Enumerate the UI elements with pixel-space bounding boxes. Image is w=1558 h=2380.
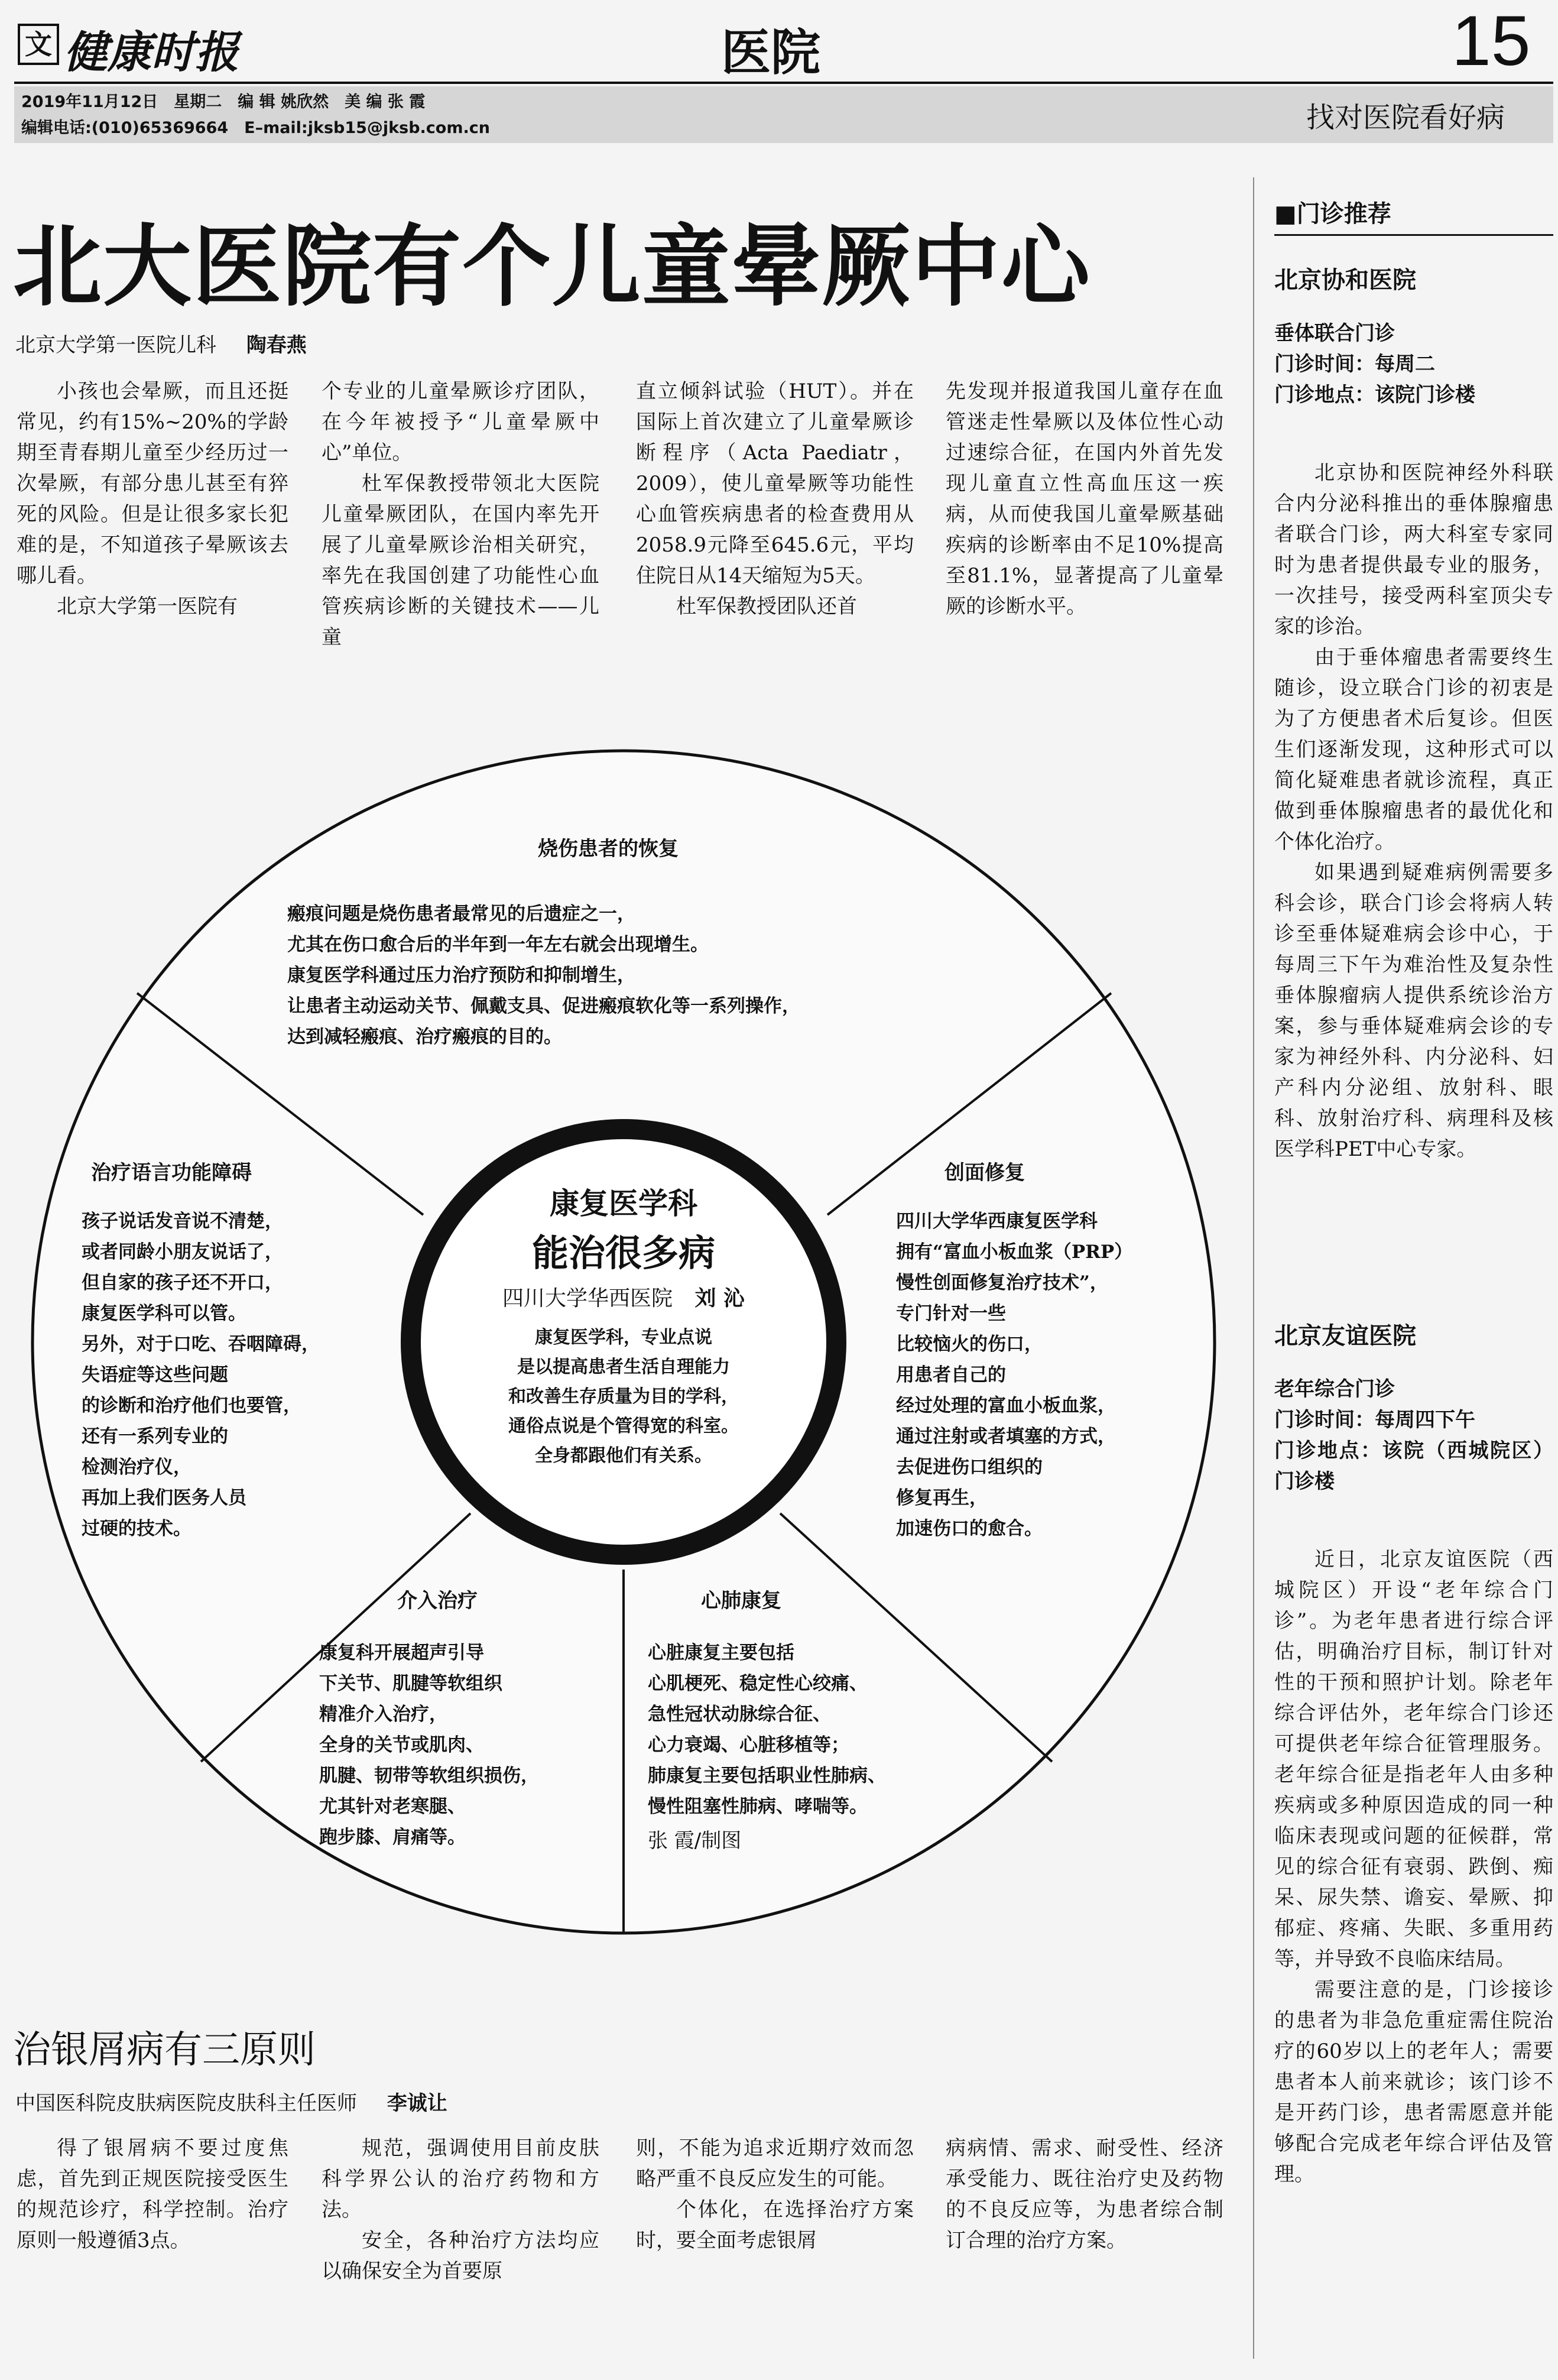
text-line: 是以提高患者生活自理能力 [517,1357,730,1377]
paragraph: 则，不能为追求近期疗效而忽略严重不良反应发生的可能。 [636,2136,914,2191]
speech-text [82,1206,413,1544]
text-line: 让患者主动运动关节、佩戴支具、促进瘢痕软化等一系列操作， [287,996,800,1017]
article1-col2 [322,376,599,653]
cardio-title: 心肺康复 [701,1589,781,1613]
text-line: 但自家的孩子还不开口， [82,1272,283,1293]
text-line: 康复医学科可以管。 [82,1303,246,1324]
intervention-text [319,1638,615,1853]
burn-text [287,899,997,1052]
article1-col3 [636,376,914,622]
sidebar-title-rule [1274,234,1553,236]
text-line: 修复再生， [896,1487,988,1509]
paragraph: 先发现并报道我国儿童存在血管迷走性晕厥以及体位性心动过速综合征，在国内外首先发现儿童直立性高血压这一疾病，从而使我国儿童晕厥基础疾病的诊断率由不足10%提高至81.1%，显著提高了儿童晕厥的诊断水平。 [946,380,1223,618]
paragraph: 病病情、需求、耐受性、经济承受能力、既往治疗史及药物的不良反应等，为患者综合制订合理的治疗方案。 [946,2136,1223,2252]
text-line: 比较恼火的伤口， [896,1334,1043,1355]
paragraph: 规范，强调使用目前皮肤科学界公认的治疗药物和方法。 [322,2136,599,2222]
text-line: 尤其在伤口愈合后的半年到一年左右就会出现增生。 [287,934,709,955]
byline-name: 陶春燕 [246,333,307,357]
paragraph: 需要注意的是，门诊接诊的患者为非急危重症需住院治疗的60岁以上的老年人；需要患者本人前来就诊；该门诊不是开药门诊，患者需愿意并能够配合完成老年综合评估及管理。 [1274,1978,1553,2186]
paragraph: 得了银屑病不要过度焦虑，首先到正规医院接受医生的规范诊疗，科学控制。治疗原则一般遵循3点。 [17,2136,288,2252]
text-line: 急性冠状动脉综合征、 [648,1704,831,1725]
logo: 健康时报 [64,27,239,78]
article1-col1 [17,376,288,622]
text-line: 还有一系列专业的 [82,1426,228,1447]
masthead [0,0,1558,148]
text-line: 用患者自己的 [896,1364,1006,1386]
article2-byline [15,2087,447,2116]
text-line: 通过注射或者填塞的方式， [896,1426,1116,1447]
section-name: 医院 [721,23,821,82]
graphic-credit: 张 霞/制图 [648,1829,742,1853]
article2-col2 [322,2133,599,2287]
text-line: 康复科开展超声引导 [319,1642,484,1664]
text-line: 四川大学华西康复医学科 [896,1211,1098,1232]
hospital1-block [1274,265,1553,1165]
paragraph: 安全，各种治疗方法均应以确保安全为首要原 [322,2229,599,2283]
text-line: 心力衰竭、心脏移植等； [648,1734,849,1756]
article1-headline: 北大医院有个儿童晕厥中心 [13,215,1092,319]
text-line: 肺康复主要包括职业性肺病、 [648,1765,886,1786]
burn-title: 烧伤患者的恢复 [538,837,679,861]
center-title: 康复医学科 [550,1186,697,1221]
paragraph: 小孩也会晕厥，而且还挺常见，约有15%~20%的学龄期至青春期儿童至少经历过一次晕厥，有部分患儿甚至有猝死的风险。但是让很多家长犯难的是，不知道孩子晕厥该去哪儿看。 [17,380,288,588]
paragraph: 北京协和医院神经外科联合内分泌科推出的垂体腺瘤患者联合门诊，两大科室专家同时为患者提供最专业的服务，一次挂号，接受两科室顶尖专家的诊治。 [1274,461,1553,638]
hospital1-time: 门诊时间：每周二 [1274,352,1435,376]
text-line: 或者同龄小朋友说话了， [82,1241,283,1263]
text-line: 检测治疗仪， [82,1457,191,1478]
paragraph: 由于垂体瘤患者需要终生随诊，设立联合门诊的初衷是为了方便患者术后复诊。但医生们逐渐发现，这种形式可以简化疑难患者就诊流程，真正做到垂体腺瘤患者的最优化和个体化治疗。 [1274,646,1553,854]
text-line: 专门针对一些 [896,1303,1006,1324]
date-line: 2019年11月12日 星期二 编 辑 姚欣然 美 编 张 霞 [21,93,426,111]
logo-icon: 文 [18,24,59,65]
text-line: 肌腱、韧带等软组织损伤， [319,1765,539,1786]
text-line: 心脏康复主要包括 [648,1642,794,1664]
text-line: 下关节、肌腱等软组织 [319,1673,502,1694]
text-line: 瘢痕问题是烧伤患者最常见的后遗症之一， [287,903,635,925]
text-line: 通俗点说是个管得宽的科室。 [508,1416,739,1437]
text-line: 拥有“富血小板血浆（PRP） [896,1241,1133,1263]
text-line: 慢性阻塞性肺病、哮喘等。 [648,1796,868,1817]
text-line: 和改善生存质量为目的学科， [508,1386,739,1407]
contact-line: 编辑电话:(010)65369664 E–mail:jksb15@jksb.com.cn [21,119,490,137]
wound-title: 创面修复 [944,1161,1025,1185]
sidebar-section-title: ■门诊推荐 [1274,200,1391,228]
text-line: 康复医学科，专业点说 [535,1327,712,1348]
speech-title: 治疗语言功能障碍 [91,1161,252,1185]
hospital1-name: 北京协和医院 [1274,267,1416,294]
center-author [431,1282,816,1312]
text-line: 另外，对于口吃、吞咽障碍， [82,1334,320,1355]
paragraph: 杜军保教授团队还首 [676,595,857,618]
sidebar-divider [1253,177,1254,2359]
text-line: 孩子说话发音说不清楚， [82,1211,283,1232]
cardio-text [648,1638,979,1822]
byline-org: 中国医科院皮肤病医院皮肤科主任医师 [15,2092,357,2115]
text-line: 精准介入治疗， [319,1704,447,1725]
text-line: 全身都跟他们有关系。 [535,1445,712,1466]
hospital2-place: 门诊地点：该院（西城院区）门诊楼 [1274,1439,1553,1493]
author-org: 四川大学华西医院 [502,1286,673,1311]
text-line: 慢性创面修复治疗技术”， [896,1272,1108,1293]
masthead-rule [14,82,1553,84]
paragraph: 直立倾斜试验（HUT）。并在国际上首次建立了儿童晕厥诊断程序（Acta Paediatr，2009），使儿童晕厥等功能性心血管疾病患者的检查费用从2058.9元降至645.6元，平均住院日从14天缩短为5天。 [636,380,914,588]
text-line: 加速伤口的愈合。 [896,1518,1043,1539]
article2-col1 [17,2133,288,2256]
center-text [431,1323,816,1471]
paragraph: 如果遇到疑难病例需要多科会诊，联合门诊会将病人转诊至垂体疑难病会诊中心，于每周三下午为难治性及复杂性垂体腺瘤病人提供系统诊治方案，参与垂体疑难病会诊的专家为神经外科、内分泌科、妇产科内分泌组、放射科、眼科、放射治疗科、病理科及核医学科PET中心专家。 [1274,861,1553,1161]
article1-byline [15,329,307,358]
text-line: 心肌梗死、稳定性心绞痛、 [648,1673,868,1694]
text-line: 过硬的技术。 [82,1518,191,1539]
text-line: 去促进伤口组织的 [896,1457,1043,1478]
slogan: 找对医院看好病 [1306,101,1505,134]
paragraph: 个体化，在选择治疗方案时，要全面考虑银屑 [636,2198,914,2252]
text-line: 的诊断和治疗他们也要管， [82,1395,301,1416]
page-number: 15 [1452,1,1531,80]
text-line: 再加上我们医务人员 [82,1487,246,1509]
text-line: 全身的关节或肌肉、 [319,1734,484,1756]
text-line: 达到减轻瘢痕、治疗瘢痕的目的。 [287,1026,562,1048]
hospital2-block [1274,1321,1553,2190]
text-line: 康复医学科通过压力治疗预防和抑制增生， [287,965,635,986]
paragraph: 北京大学第一医院有 [57,595,238,618]
article1-col4 [946,376,1223,622]
hospital2-name: 北京友谊医院 [1274,1322,1416,1350]
intervention-title: 介入治疗 [397,1589,478,1613]
hospital1-clinic: 垂体联合门诊 [1274,322,1395,345]
text-line: 失语症等这些问题 [82,1364,228,1386]
text-line: 跑步膝、肩痛等。 [319,1827,466,1848]
article2-col3 [636,2133,914,2256]
paragraph: 个专业的儿童晕厥诊疗团队，在今年被授予“儿童晕厥中心”单位。 [322,380,599,465]
paragraph: 近日，北京友谊医院（西城院区）开设“老年综合门诊”。为老年患者进行综合评估，明确治疗目标，制订针对性的干预和照护计划。除老年综合评估外，老年综合门诊还可提供老年综合征管理服务。老年综合征是指老年人由多种疾病或多种原因造成的同一种临床表现或问题的征候群，常见的综合征有衰弱、跌倒、痴呆、尿失禁、谵妄、晕厥、抑郁症、疼痛、失眠、多重用药等，并导致不良临床结局。 [1274,1548,1553,1971]
article2-headline: 治银屑病有三原则 [13,2028,316,2072]
center-subtitle: 能治很多病 [531,1231,715,1275]
byline-org: 北京大学第一医院儿科 [15,333,216,357]
paragraph: 杜军保教授带领北大医院儿童晕厥团队，在国内率先开展了儿童晕厥诊治相关研究，率先在我国创建了功能性心血管疾病诊断的关键技术——儿童 [322,472,599,649]
hospital1-place: 门诊地点：该院门诊楼 [1274,383,1475,407]
author-name: 刘 沁 [694,1286,745,1311]
hospital2-clinic: 老年综合门诊 [1274,1377,1395,1401]
article2-col4 [946,2133,1223,2256]
byline-name: 李诚让 [387,2092,447,2115]
wound-text [896,1206,1239,1544]
hospital2-time: 门诊时间：每周四下午 [1274,1408,1475,1432]
text-line: 尤其针对老寒腿、 [319,1796,466,1817]
text-line: 经过处理的富血小板血浆， [896,1395,1116,1416]
